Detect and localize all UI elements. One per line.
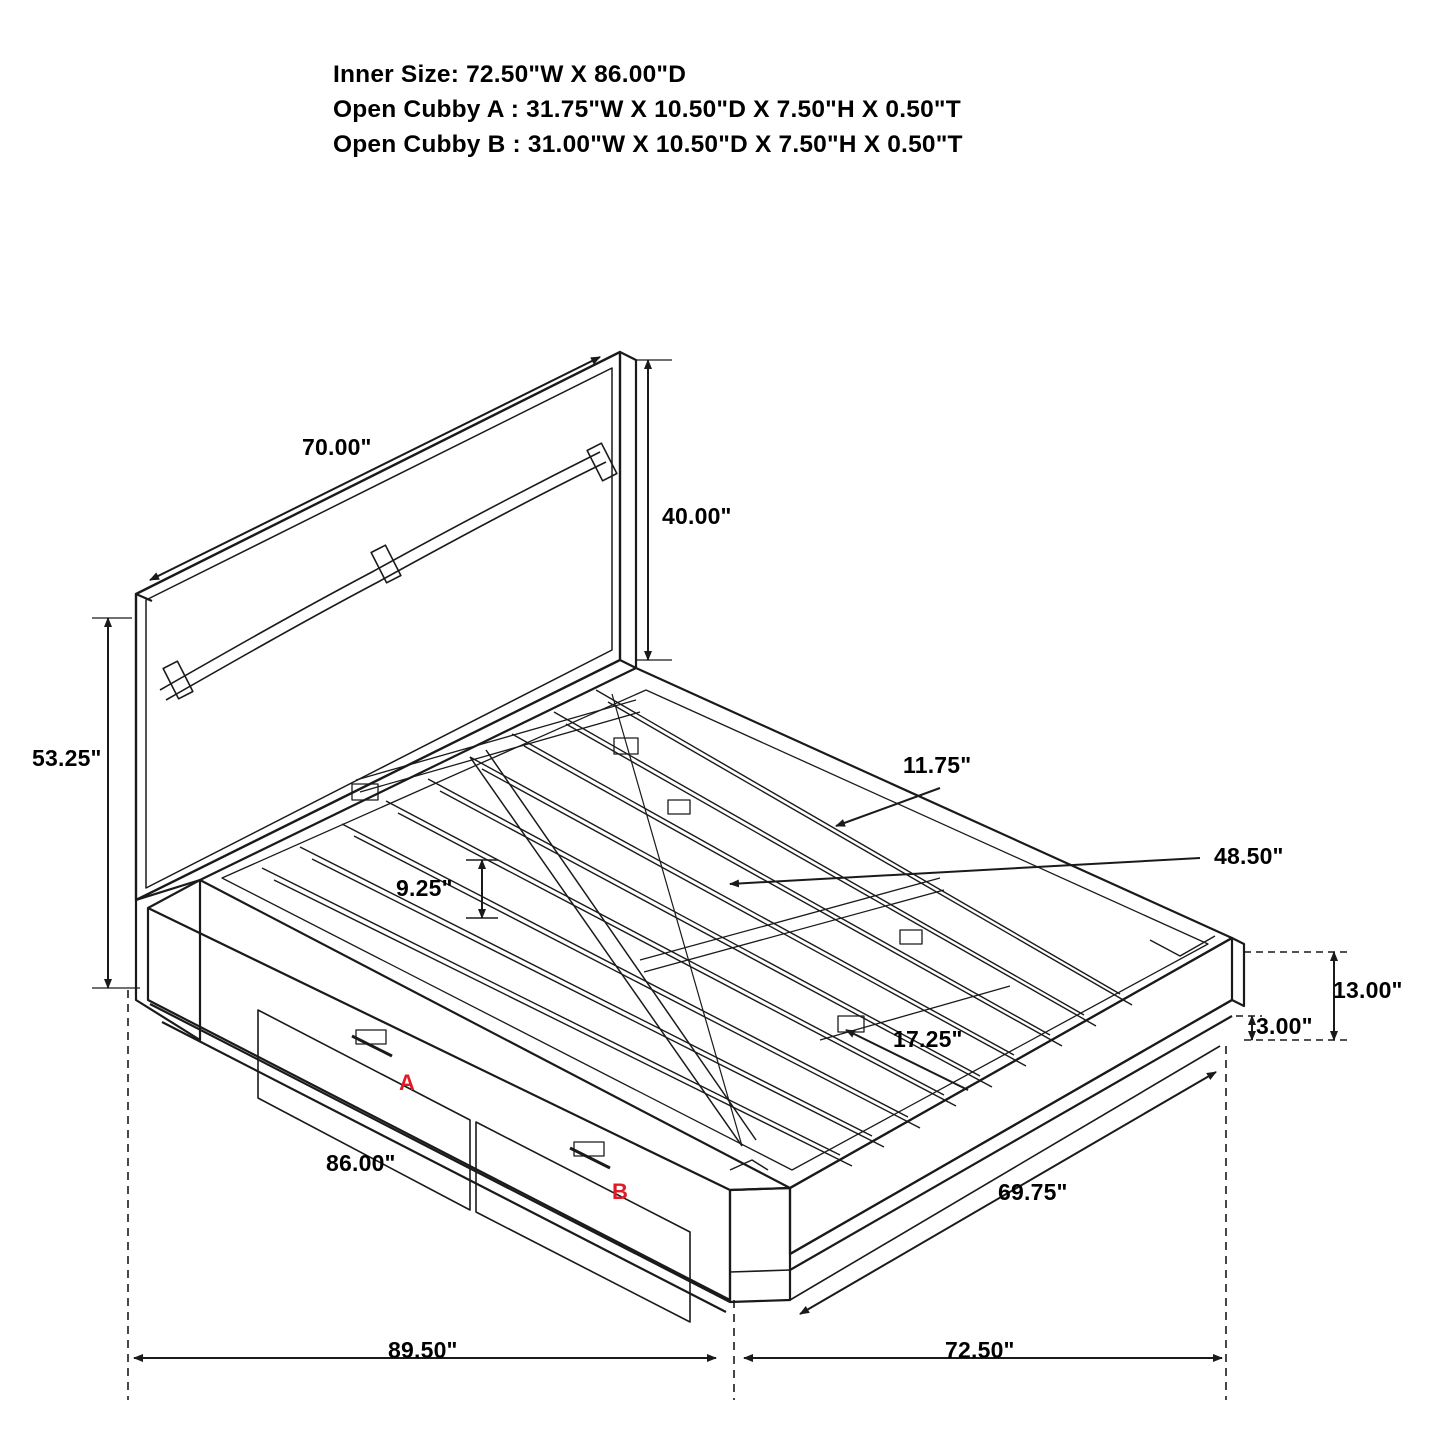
- dim-plinth-height: 3.00": [1256, 1013, 1313, 1039]
- dim-overall-length: 89.50": [388, 1337, 458, 1363]
- dim-side-length: 86.00": [326, 1150, 396, 1176]
- dim-total-height: 53.25": [32, 745, 102, 771]
- dim-center-support: 48.50": [1214, 843, 1284, 869]
- spec-line-inner-size: Inner Size: 72.50"W X 86.00"D: [333, 61, 687, 88]
- dim-foot-width: 69.75": [998, 1179, 1068, 1205]
- spec-line-cubby-b: Open Cubby B : 31.00"W X 10.50"D X 7.50"H X 0.50"T: [333, 131, 963, 158]
- dim-drawer-depth: 17.25": [893, 1026, 963, 1052]
- dim-overall-width: 72.50": [945, 1337, 1015, 1363]
- cubby-label-a: A: [399, 1070, 416, 1095]
- dim-rail-depth: 11.75": [903, 752, 972, 778]
- dim-headboard-height: 40.00": [662, 503, 732, 529]
- dim-footboard-height: 13.00": [1333, 977, 1403, 1003]
- spec-line-cubby-a: Open Cubby A : 31.75"W X 10.50"D X 7.50"H X 0.50"T: [333, 96, 961, 123]
- cubby-label-b: B: [612, 1179, 629, 1204]
- dim-slat-gap: 9.25": [396, 875, 453, 901]
- dim-headboard-width: 70.00": [302, 434, 372, 460]
